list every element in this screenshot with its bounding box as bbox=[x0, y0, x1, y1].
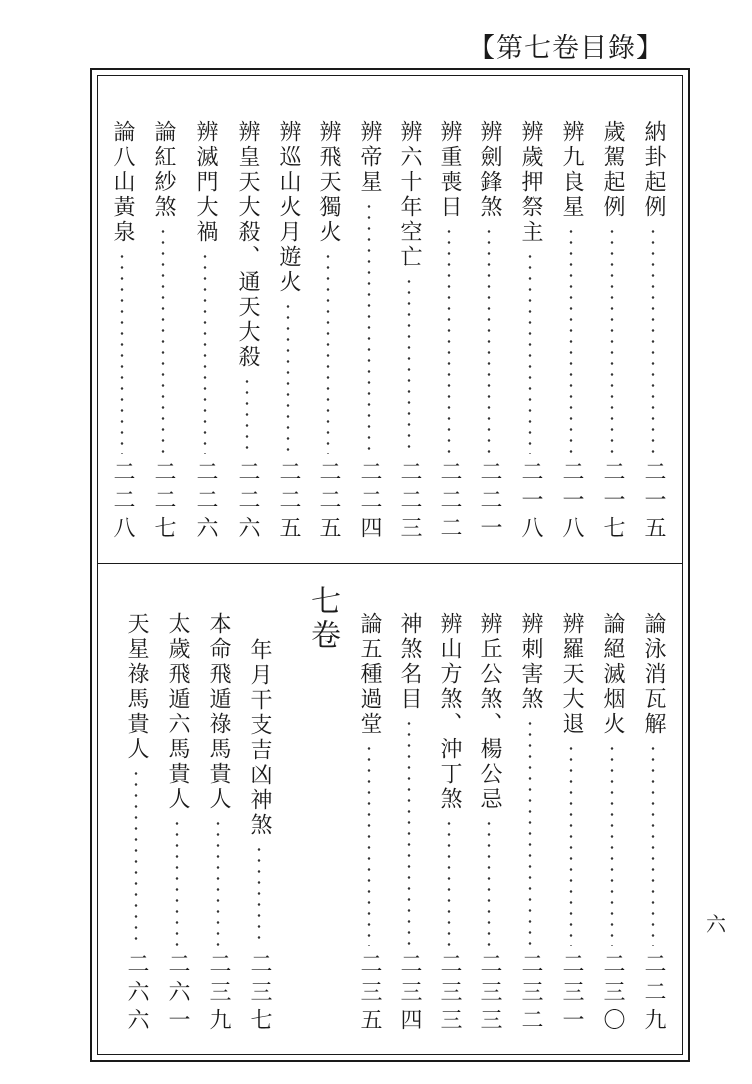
toc-entry-title: 論紅紗煞 bbox=[151, 120, 176, 220]
toc-entry-title: 辨羅天大退 bbox=[559, 612, 584, 737]
leader-dots bbox=[651, 743, 655, 946]
volume-heading: 七卷 bbox=[305, 585, 340, 653]
leader-dots bbox=[286, 301, 290, 454]
toc-entry[interactable] bbox=[515, 120, 545, 544]
toc-entry-page: 二一五 bbox=[641, 460, 666, 544]
toc-entry[interactable] bbox=[232, 120, 262, 544]
toc-entry-page: 二三三 bbox=[477, 952, 502, 1036]
toc-entry-title: 辨皇天大殺、通天大殺 bbox=[235, 120, 260, 370]
leader-dots bbox=[651, 226, 655, 454]
leader-dots bbox=[367, 743, 371, 946]
section-divider bbox=[97, 563, 683, 564]
toc-entry-title: 辨重喪日 bbox=[437, 120, 462, 220]
toc-entry-title: 辨山方煞、沖丁煞 bbox=[437, 612, 462, 812]
toc-entry[interactable] bbox=[148, 120, 178, 544]
page-number: 六 bbox=[706, 912, 726, 936]
toc-entry-title: 辨歲押祭主 bbox=[518, 120, 543, 245]
toc-entry[interactable] bbox=[190, 120, 220, 544]
toc-entry-page: 二三四 bbox=[397, 952, 422, 1036]
leader-dots bbox=[407, 276, 411, 454]
toc-entry-page: 二二六 bbox=[235, 460, 260, 544]
toc-entry-page: 二一七 bbox=[600, 460, 625, 544]
toc-entry-page: 二三九 bbox=[206, 952, 231, 1036]
toc-entry[interactable] bbox=[434, 612, 464, 1036]
toc-entry-title: 辨帝星 bbox=[357, 120, 382, 195]
leader-dots bbox=[447, 818, 451, 946]
page-header-title: 【第七卷目錄】 bbox=[468, 33, 664, 64]
toc-entry-title: 辨丘公煞、楊公忌 bbox=[477, 612, 502, 812]
toc-entry-page: 二二二 bbox=[437, 460, 462, 544]
toc-entry-title: 論五種過堂 bbox=[357, 612, 382, 737]
toc-entry[interactable] bbox=[203, 612, 233, 1036]
toc-entry-title: 辨滅門大禍 bbox=[193, 120, 218, 245]
leader-dots bbox=[175, 818, 179, 946]
toc-entry-title: 論絕滅烟火 bbox=[600, 612, 625, 737]
leader-dots bbox=[407, 718, 411, 946]
toc-entry-title: 太歲飛遁六馬貴人 bbox=[165, 612, 190, 812]
toc-entry-page: 二二六 bbox=[193, 460, 218, 544]
leader-dots bbox=[134, 768, 138, 946]
leader-dots bbox=[245, 376, 249, 454]
toc-entry-page: 二三三 bbox=[437, 952, 462, 1036]
toc-entry[interactable] bbox=[597, 120, 627, 544]
toc-entry-title: 辨六十年空亡 bbox=[397, 120, 422, 270]
toc-entry-title: 辨巡山火月遊火 bbox=[276, 120, 301, 295]
leader-dots bbox=[487, 818, 491, 946]
toc-entry-page: 二二一 bbox=[477, 460, 502, 544]
toc-entry-title: 年月干支吉凶神煞 bbox=[247, 638, 272, 838]
toc-entry-title: 辨劍鋒煞 bbox=[477, 120, 502, 220]
leader-dots bbox=[569, 226, 573, 454]
leader-dots bbox=[569, 743, 573, 946]
toc-entry[interactable] bbox=[162, 612, 192, 1036]
leader-dots bbox=[326, 251, 330, 454]
toc-entry-title: 納卦起例 bbox=[641, 120, 666, 220]
toc-entry-page: 二六一 bbox=[165, 952, 190, 1036]
leader-dots bbox=[120, 251, 124, 454]
toc-entry[interactable] bbox=[273, 120, 303, 544]
toc-entry[interactable] bbox=[354, 120, 384, 544]
toc-entry[interactable] bbox=[313, 120, 343, 544]
toc-entry-page: 二三五 bbox=[357, 952, 382, 1036]
toc-entry[interactable] bbox=[394, 120, 424, 544]
toc-entry-page: 二三七 bbox=[247, 952, 272, 1036]
leader-dots bbox=[447, 226, 451, 454]
leader-dots bbox=[161, 226, 165, 454]
toc-entry[interactable] bbox=[597, 612, 627, 1036]
toc-entry[interactable] bbox=[394, 612, 424, 1036]
toc-entry-title: 論八山黃泉 bbox=[110, 120, 135, 245]
toc-entry-title: 歲駕起例 bbox=[600, 120, 625, 220]
toc-entry-title: 辨九良星 bbox=[559, 120, 584, 220]
leader-dots bbox=[367, 201, 371, 454]
toc-entry-page: 二三一 bbox=[559, 952, 584, 1036]
leader-dots bbox=[487, 226, 491, 454]
toc-entry-title: 辨飛天獨火 bbox=[316, 120, 341, 245]
toc-entry-page: 二三二 bbox=[518, 952, 543, 1036]
toc-entry-page: 二二八 bbox=[110, 460, 135, 544]
toc-entry[interactable] bbox=[638, 120, 668, 544]
toc-entry-page: 二一八 bbox=[518, 460, 543, 544]
toc-entry[interactable] bbox=[354, 612, 384, 1036]
toc-entry-page: 二二四 bbox=[357, 460, 382, 544]
leader-dots bbox=[257, 844, 261, 946]
toc-entry-page: 二六六 bbox=[124, 952, 149, 1036]
toc-entry[interactable] bbox=[638, 612, 668, 1036]
leader-dots bbox=[528, 251, 532, 454]
leader-dots bbox=[203, 251, 207, 454]
toc-entry-page: 二三〇 bbox=[600, 952, 625, 1036]
toc-entry-page: 二二九 bbox=[641, 952, 666, 1036]
toc-entry[interactable] bbox=[121, 612, 151, 1036]
toc-entry[interactable] bbox=[515, 612, 545, 1036]
toc-entry-page: 二二七 bbox=[151, 460, 176, 544]
toc-entry-title: 論泳消瓦解 bbox=[641, 612, 666, 737]
leader-dots bbox=[216, 818, 220, 946]
toc-entry[interactable] bbox=[474, 120, 504, 544]
toc-entry-title: 本命飛遁祿馬貴人 bbox=[206, 612, 231, 812]
toc-entry[interactable] bbox=[434, 120, 464, 544]
toc-entry-title: 辨刺害煞 bbox=[518, 612, 543, 712]
toc-entry[interactable] bbox=[244, 612, 274, 1036]
toc-entry[interactable] bbox=[107, 120, 137, 544]
toc-entry-title: 神煞名目 bbox=[397, 612, 422, 712]
toc-entry-page: 二二三 bbox=[397, 460, 422, 544]
toc-entry-page: 二二五 bbox=[276, 460, 301, 544]
toc-entry[interactable] bbox=[556, 612, 586, 1036]
toc-entry[interactable] bbox=[474, 612, 504, 1036]
leader-dots bbox=[528, 718, 532, 946]
leader-dots bbox=[610, 226, 614, 454]
toc-entry-page: 二二五 bbox=[316, 460, 341, 544]
leader-dots bbox=[610, 743, 614, 946]
toc-entry-title: 天星祿馬貴人 bbox=[124, 612, 149, 762]
toc-entry[interactable] bbox=[556, 120, 586, 544]
toc-entry-page: 二一八 bbox=[559, 460, 584, 544]
